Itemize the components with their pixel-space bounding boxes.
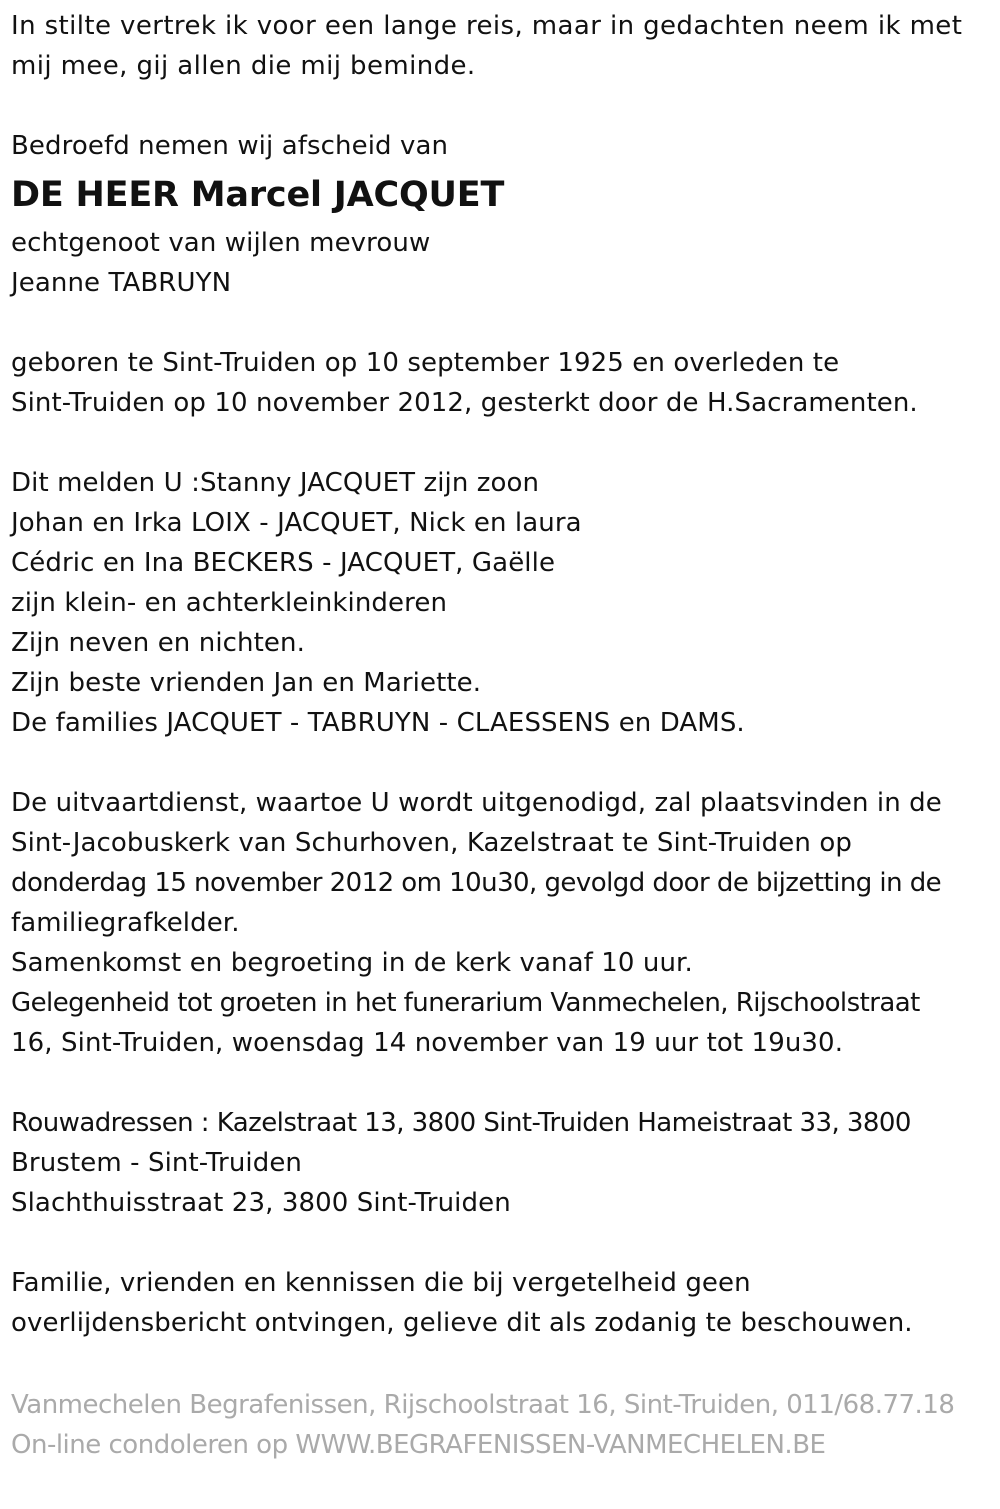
address-line: Brustem - Sint-Truiden	[11, 1148, 303, 1178]
birth-death-line: Sint-Truiden op 10 november 2012, gesterkt door de H.Sacramenten.	[11, 388, 918, 418]
service-line: donderdag 15 november 2012 om 10u30, gevolgd door de bijzetting in de	[11, 868, 942, 898]
spouse-info	[11, 223, 996, 303]
service-line: 16, Sint-Truiden, woensdag 14 november van 19 uur tot 19u30.	[11, 1028, 844, 1058]
spacer	[11, 423, 996, 463]
family-line: zijn klein- en achterkleinkinderen	[11, 588, 448, 618]
notice-line: Familie, vrienden en kennissen die bij vergetelheid geen	[11, 1268, 751, 1298]
family-line: Johan en Irka LOIX - JACQUET, Nick en laura	[11, 508, 582, 538]
spacer	[11, 743, 996, 783]
spacer	[11, 303, 996, 343]
condolence-link[interactable]: On-line condoleren op WWW.BEGRAFENISSEN-VANMECHELEN.BE	[11, 1430, 826, 1460]
family-line: Zijn beste vrienden Jan en Mariette.	[11, 668, 482, 698]
obituary-notice	[11, 6, 996, 1465]
family-line: Zijn neven en nichten.	[11, 628, 305, 658]
service-line: De uitvaartdienst, waartoe U wordt uitgenodigd, zal plaatsvinden in de	[11, 788, 942, 818]
family-line: Cédric en Ina BECKERS - JACQUET, Gaëlle	[11, 548, 556, 578]
service-details	[11, 783, 996, 1063]
service-line: familiegrafkelder.	[11, 908, 240, 938]
footer	[11, 1385, 996, 1465]
intro-verse	[11, 6, 996, 86]
spacer	[11, 1343, 996, 1385]
mourning-addresses	[11, 1103, 996, 1223]
service-line: Gelegenheid tot groeten in het funerarium Vanmechelen, Rijschoolstraat	[11, 988, 920, 1018]
address-line: Slachthuisstraat 23, 3800 Sint-Truiden	[11, 1188, 511, 1218]
service-line: Sint-Jacobuskerk van Schurhoven, Kazelstraat te Sint-Truiden op	[11, 828, 852, 858]
birth-death-info	[11, 343, 996, 423]
address-line: Rouwadressen : Kazelstraat 13, 3800 Sint-Truiden Hameistraat 33, 3800	[11, 1108, 911, 1138]
undertaker-info: Vanmechelen Begrafenissen, Rijschoolstraat 16, Sint-Truiden, 011/68.77.18	[11, 1390, 955, 1420]
spouse-line: echtgenoot van wijlen mevrouw	[11, 228, 431, 258]
spacer	[11, 1063, 996, 1103]
notice-text	[11, 1263, 996, 1343]
deceased-name: DE HEER Marcel JACQUET	[11, 175, 505, 215]
service-line: Samenkomst en begroeting in de kerk vanaf 10 uur.	[11, 948, 693, 978]
spacer	[11, 86, 996, 126]
family-line: Dit melden U :Stanny JACQUET zijn zoon	[11, 468, 540, 498]
family-line: De families JACQUET - TABRUYN - CLAESSENS en DAMS.	[11, 708, 745, 738]
spouse-line: Jeanne TABRUYN	[11, 268, 232, 298]
spacer	[11, 1223, 996, 1263]
intro-line: In stilte vertrek ik voor een lange reis, maar in gedachten neem ik met	[11, 11, 963, 41]
family-list	[11, 463, 996, 743]
birth-death-line: geboren te Sint-Truiden op 10 september 1925 en overleden te	[11, 348, 840, 378]
announcement-text: Bedroefd nemen wij afscheid van	[11, 131, 449, 161]
notice-line: overlijdensbericht ontvingen, gelieve dit als zodanig te beschouwen.	[11, 1308, 913, 1338]
intro-line: mij mee, gij allen die mij beminde.	[11, 51, 476, 81]
